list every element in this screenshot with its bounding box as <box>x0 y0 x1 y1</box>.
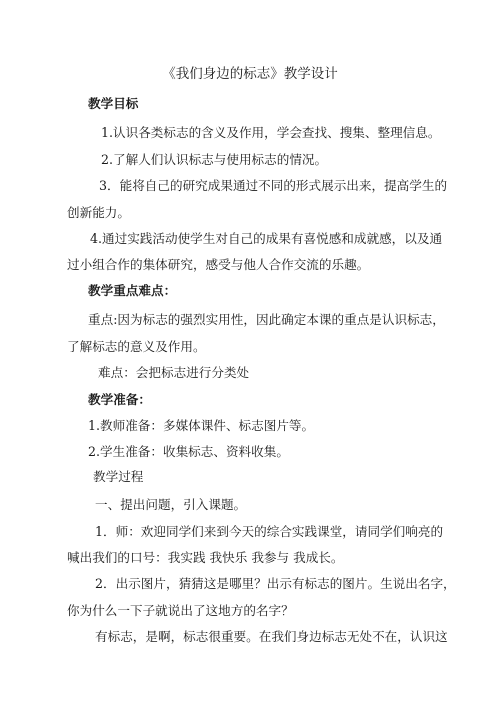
preparation-heading: 教学准备： <box>88 392 151 407</box>
objective-line-4-cont: 过小组合作的集体研究，感受与他人合作交流的乐趣。 <box>67 257 370 272</box>
prep-line-teacher: 1.教师准备：多媒体课件、标志图片等。 <box>88 418 315 433</box>
key-point-line-1: 重点:因为标志的强烈实用性，因此确定本课的重点是认识标志， <box>88 312 445 327</box>
process-line-1-cont: 喊出我们的口号：我实践 我快乐 我参与 我成长。 <box>67 550 344 565</box>
process-line-1: 1．师：欢迎同学们来到今天的综合实践课堂，请同学们响亮的 <box>95 524 444 539</box>
key-point-line-1-cont: 了解标志的意义及作用。 <box>67 339 206 354</box>
objective-line-3: 3．能将自己的研究成果通过不同的形式展示出来，提高学生的 <box>99 178 448 193</box>
process-line-2: 2．出示图片，猜猜这是哪里？出示有标志的图片。生说出名字， <box>95 576 456 591</box>
objective-line-3-cont: 创新能力。 <box>67 205 130 220</box>
objective-line-1: 1.认识各类标志的含义及作用，学会查找、搜集、整理信息。 <box>101 125 441 140</box>
difficulty-line: 难点：会把标志进行分类处 <box>98 365 250 380</box>
objective-line-4: 4.通过实践活动使学生对自己的成果有喜悦感和成就感，以及通 <box>90 231 443 246</box>
document-title: 《我们身边的标志》教学设计 <box>162 66 338 82</box>
process-line-2-cont: 你为什么一下子就说出了这地方的名字？ <box>67 603 294 618</box>
objective-line-2: 2.了解人们认识标志与使用标志的情况。 <box>101 152 328 167</box>
process-line-3: 有标志，是啊，标志很重要。在我们身边标志无处不在，认识这 <box>95 629 448 644</box>
process-step-1: 一、提出问题，引入课题。 <box>95 497 247 512</box>
process-heading: 教学过程 <box>93 469 144 484</box>
key-points-heading: 教学重点难点： <box>88 283 177 298</box>
prep-line-student: 2.学生准备：收集标志、资料收集。 <box>88 444 289 459</box>
objectives-heading: 教学目标 <box>88 96 139 111</box>
